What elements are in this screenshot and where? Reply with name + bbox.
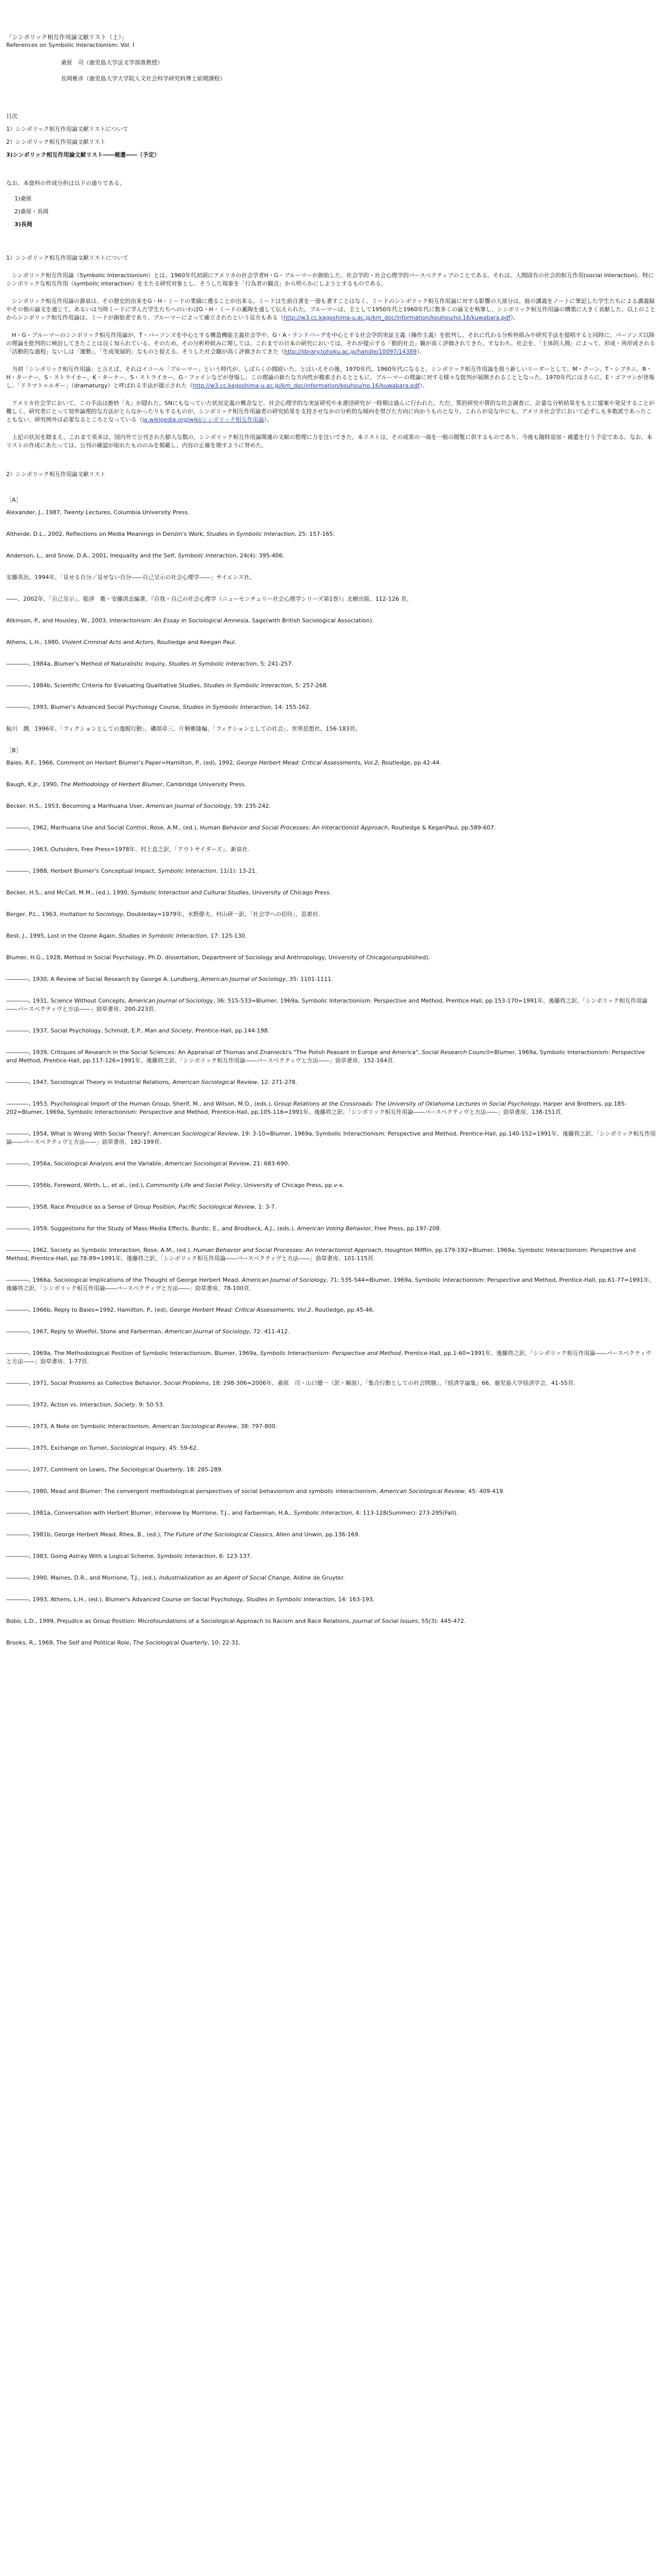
reference-text: , 19: 3-10=Blumer, 1969a, Symbolic Interactionism: Perspective and Method, Prentice-Hall, pp.140-152=1991年、後藤将之訳、「シンボリック相互作用論――パースペクティヴと方法――」勁草書房、182-199頁.: [6, 1130, 656, 1145]
reference-text: , Prentice-Hall, pp.144-198.: [192, 1027, 270, 1034]
section-1-body: [6, 272, 656, 450]
reference-entry: [6, 802, 656, 810]
paragraph-text: H・G・ブルーマーのシンボリック相互作用論が、T・パーソンズを中心とする構造機能主義社会学や、G・A・ランドバーグを中心とする社会学的実証主義（操作主義）を批判し、それに代わる分析枠組みや研究手法を提唱すると同時に、パーソンズ以降の理論を批判的に検討してきたことは良く知られている。そのため、その分析枠組みに関しては、これまでの日本の研究においては、それが提示する「動的社会」観が高く評価されてきた。すなわち、社会を、「主体的人間」によって、形成・再形成される「活動的な過程」ないしは「運動」、「生成発展的」なものと捉える。そうした社会観が高く評価されてきた（: [6, 332, 655, 355]
toc-heading: 目次: [6, 113, 18, 120]
reference-text: , Allen and Unwin, pp.136-169.: [272, 1531, 360, 1538]
paragraph-text: シンボリック相互作用論（Symbolic Interactionism）とは、1960年代初頭にアメリカの社会学者H・G・ブルーマーが創始した、社会学的・社会心理学的パースペクティブのことである。それは、人間固有の社会的相互作用(social interaction)、特にシンボリックな相互作用（symbolic interaction）を主たる研究対象とし、そうした現象を「行為者の観点」から明らかにしようとするものである。: [6, 272, 654, 287]
reference-title-italic: American Journal of Sociology: [201, 976, 286, 982]
reference-text: ――――, 1959, Suggestions for the Study of Mass-Media Effects, Burdic, E., and Brodbeck, A.J., (eds.),: [6, 1225, 297, 1232]
division-of-work-note: [6, 179, 656, 233]
reference-title-italic: Symbolic Interaction: [293, 1510, 352, 1516]
reference-entry: [6, 509, 656, 517]
reference-list: [6, 496, 656, 1647]
reference-title-italic: George Herbert Mead: Critical Assessments, Vol.2: [236, 759, 378, 766]
reference-title-italic: Human Behavior and Social Processes: An Interactionist Approach: [200, 824, 388, 831]
reference-text: Brooks, R., 1969, The Self and Political Role,: [6, 1639, 133, 1646]
reference-entry: [6, 725, 656, 733]
paragraph-link[interactable]: http://w3.cc.kagoshima-u.ac.jp/km_doc/information/kouhou/no.16/kuwabara.pdf: [192, 382, 420, 389]
reference-text: , 6: 123-137.: [215, 1553, 252, 1560]
table-of-contents: [6, 112, 656, 164]
paragraph-tail: ）。: [419, 382, 428, 389]
reference-text: , 5: 257-268.: [291, 682, 328, 689]
reference-entry: [6, 1225, 656, 1233]
reference-text: , 35: 1101-1111.: [286, 976, 333, 982]
reference-title-italic: American Journal of Sociology: [145, 803, 231, 809]
reference-title-italic: Violent Criminal Acts and Actors: [62, 639, 154, 646]
reference-title-italic: Outsiders: [50, 846, 78, 853]
reference-title-italic: Social Problems: [163, 1380, 209, 1386]
reference-text: , 14: 155-162.: [271, 704, 311, 710]
reference-text: , 4: 113-128(Summer): 273-295(Fall).: [352, 1510, 458, 1516]
reference-text: ――――, 1973, A Note on Symbolic Interactionism,: [6, 1423, 153, 1430]
reference-text: ――――, 1966a, Sociological Implications of the Thought of George Herbert Mead,: [6, 1277, 242, 1283]
reference-text: , 1: 3-7.: [254, 1204, 277, 1210]
reference-text: ――――, 1984b, Scientific Criteria for Evaluating Qualitative Studies,: [6, 682, 204, 689]
reference-entry: [6, 1574, 656, 1582]
reference-entry: [6, 1639, 656, 1647]
paragraph-link[interactable]: http://w3.cc.kagoshima-u.ac.jp/km_doc/information/kouhou/no.16/kuwabara.pdf: [283, 314, 511, 321]
reference-text: , 18: 298-306=2006年、桑原 司・山口健一（訳・解説）、「集合行動としての社会問題」、『経済学論集』66、鹿児島大学経済学会、41-55頁.: [208, 1380, 575, 1386]
reference-title-italic: Symbolic Interaction: [157, 1553, 216, 1560]
reference-text: , 71: 535-544=Blumer, 1969a, Symbolic Interactionism: Perspective and Method, Prentice-Hall, pp.61-77=1991年、後藤将之訳、「シンボリック相互作用論――パースペクティヴと方法――」勁草書房、78-100頁.: [6, 1277, 655, 1292]
reference-text: Becker, H.S., 1953, Becoming a Marihuana User,: [6, 803, 146, 809]
reference-entry: [6, 660, 656, 668]
reference-text: ――――, 1953, Psychological Import of the Human Group, Sherif, M., and Wilson, M.O., (eds.),: [6, 1100, 274, 1107]
reference-text: ――――, 1966b, Reply to Baies=1992, Hamilton, P., (ed),: [6, 1307, 170, 1313]
reference-text: , Sage(with British Sociological Association).: [248, 617, 374, 624]
reference-title-italic: Human Behavior and Social Processes: An Interactionist Approach: [193, 1247, 382, 1253]
reference-title-italic: Studies in Symbolic Interaction: [119, 933, 207, 939]
reference-entry: [6, 552, 656, 560]
reference-text: , 25: 157-165.: [294, 531, 335, 537]
reference-entry: [6, 1078, 656, 1087]
title-english: References on Symbolic Interactionism: Vol. I: [6, 42, 135, 48]
reference-text: , Aldine de Gruyter.: [290, 1574, 345, 1581]
author-2: 長岡雅彦（鹿児島大学大学院人文社会科学研究科博士前期課程）: [61, 75, 225, 82]
reference-text: , 45: 409-419.: [465, 1488, 505, 1495]
document-title: [6, 33, 656, 49]
reference-text: , Doubleday=1979年、水野節夫、村山研一訳、「社会学への招待」、思索社.: [123, 911, 320, 918]
reference-title-italic: Community Life and Social Policy: [146, 1182, 241, 1189]
reference-text: ――――, 1962, Marihuana Use and Social Control, Rose, A.M., (ed.),: [6, 824, 200, 831]
reference-text: , Routledge and Keegan Paul.: [153, 639, 237, 646]
reference-entry: [6, 910, 656, 919]
reference-entry: [6, 1306, 656, 1314]
reference-entry: [6, 1617, 656, 1625]
reference-text: Becker, H.S., and McCall, M.M., (ed.), 1990,: [6, 889, 131, 896]
reference-text: , 9: 50-53.: [135, 1401, 164, 1408]
reference-entry: [6, 682, 656, 690]
reference-text: Altheide, D.L., 2002, Reflections on Media Meanings in Denzin's Work,: [6, 531, 207, 537]
reference-entry: [6, 1100, 656, 1116]
reference-entry: [6, 638, 656, 647]
reference-entry: [6, 595, 656, 603]
reference-title-italic: Man and Society: [144, 1027, 192, 1034]
reference-entry: [6, 617, 656, 625]
reference-title-italic: American Sociological Review: [164, 1160, 250, 1167]
reference-text: ――――, 1971, Social Problems as Collective Behavior,: [6, 1380, 164, 1386]
reference-entry: [6, 1379, 656, 1387]
note-item-1: 1)桑原: [14, 195, 32, 202]
reference-text: , 12: 271-278.: [257, 1079, 297, 1086]
reference-title-italic: Society: [114, 1401, 136, 1408]
reference-text: ――――, 1981a, Conversation with Herbert Blumer, interview by Morrione, T.J., and Farberman, H.A.,: [6, 1510, 294, 1516]
reference-entry: [6, 1552, 656, 1561]
reference-text: , 38: 797-800.: [237, 1423, 277, 1430]
reference-text: ――――, 1993, Blumer's Advanced Social Psychology Course,: [6, 704, 183, 710]
reference-text: ――――, 1984a, Blumer's Method of Naturalistic Inquiry,: [6, 660, 169, 667]
reference-title-italic: Group Relations at the Crossroads: The University of Oklahoma Lectures in Social Psychology: [274, 1100, 540, 1107]
reference-entry: [6, 975, 656, 984]
reference-text: , Cambridge University Press.: [162, 781, 246, 788]
reference-entry: [6, 1027, 656, 1035]
reference-text: Baies, R.F., 1966, Comment on Herbert Blumer's Paper=Hamilton, P., (ed), 1992,: [6, 759, 237, 766]
paragraph-link[interactable]: ja.wikipedia.org/wiki/シンボリック相互作用論: [142, 416, 264, 423]
author-list: [61, 59, 656, 91]
reference-text: , Prentice-Hall, pp.1-60=1991年、後藤将之訳、「シンボリック相互作用論――パースペクティヴと方法――」勁草書房、1-77頁.: [6, 1350, 652, 1365]
section-2-heading: 2）シンボリック相互作用論文献リスト: [6, 471, 106, 478]
reference-entry: [6, 781, 656, 789]
author-1: 桑原 司（鹿児島大学法文学部准教授）: [61, 59, 163, 66]
reference-title-italic: Interactionism: An Essay in Sociological Amnesia: [109, 617, 249, 624]
reference-text: ――――, 1993, Athens, L.H., (ed.), Blumer's Advanced Course on Social Psychology,: [6, 1596, 246, 1603]
toc-item-3: 3)シンボリック相互作用論文献リスト――補遺――（予定）: [6, 151, 160, 158]
reference-title-italic: Sociological Inquiry: [110, 1445, 166, 1451]
reference-text: ――――, 1939, Critiques of Research in the Social Sciences: An Appraisal of Thomas and Znaniecki's "The Polish Peasant in Europe and America",: [6, 1049, 422, 1056]
reference-text: , 55(3): 445-472.: [418, 1618, 466, 1624]
reference-text: , Houghton Mifflin, pp.179-192=Blumer, 1969a, Symbolic Interactionism: Perspective and Method, Prentice-Hall, pp.78-89=1991年、後藤将之訳、「シンボリック相互作用論――パースペクティヴと方法――」勁草書房、101-115頁.: [6, 1247, 636, 1262]
reference-text: , Routledge, pp.45-46.: [311, 1307, 375, 1313]
reference-text: , 24(4): 395-406.: [236, 552, 285, 559]
reference-entry: [6, 703, 656, 711]
paragraph-text: 上記の状況を踏まえ、これまで英米は、国内外で公刊された膨大な数の、シンボリック相互作用論関連の文献の整理に力を注いできた。本リストは、その成果の一端を一般の閲覧に供するものであり、今後も随時追加・補遺を行う予定である。なお、本リストの作成にあたっては、公刊の確認が取れたもののみを掲載し、内容の正確を期すように努めた。: [6, 434, 653, 449]
reference-text: , Routledge, pp.42-44.: [378, 759, 441, 766]
reference-text: ――――, 1988, Herbert Blumer's Conceptual Impact,: [6, 868, 158, 874]
reference-title-italic: American Journal of Sociology: [128, 997, 213, 1004]
reference-entry: [6, 1328, 656, 1336]
reference-text: ――――, 1956b, Foreword, Wirth, L., et al., (ed.),: [6, 1182, 146, 1189]
reference-entry: [6, 1596, 656, 1604]
reference-text: , Free Press=1978年、村上直之訳、「アウトサイダーズ」、新泉社.: [77, 846, 250, 853]
section-1-paragraph: [6, 297, 656, 322]
title-japanese: 「シンボリック相互作用論文献リスト（上）」: [6, 33, 127, 41]
reference-entry: [6, 932, 656, 940]
reference-text: ――――, 1983, Going Astray With a Logical Scheme,: [6, 1553, 157, 1560]
reference-title-italic: Studies in Symbolic Interaction: [183, 704, 271, 710]
reference-title-italic: American Sociological Review: [152, 1423, 237, 1430]
reference-entry: [6, 530, 656, 538]
reference-text: Atkinson, P., and Housley, W., 2003,: [6, 617, 110, 624]
toc-item-1: 1）シンボリック相互作用論文献リストについて: [6, 126, 128, 132]
reference-title-italic: Pacific Sociological Review: [178, 1204, 255, 1210]
reference-text: ――――, 1990, Maines, D.R., and Morrione, T.J., (ed.),: [6, 1574, 159, 1581]
reference-text: 安藤英治、1994年、「見せる自分／見せない自分――自己呈示の社会心理学――」サイエンス社。: [6, 574, 255, 581]
reference-title-italic: Social Research Council: [421, 1049, 490, 1056]
reference-text: , 17: 125-130.: [207, 933, 247, 939]
reference-entry: [6, 1487, 656, 1496]
toc-item-2: 2）シンボリック相互作用論文献リスト: [6, 139, 106, 145]
reference-title-italic: Twenty Lectures: [63, 509, 110, 516]
reference-text: Baugh, K.Jr., 1990,: [6, 781, 61, 788]
reference-entry: [6, 1276, 656, 1293]
reference-entry: [6, 1181, 656, 1190]
reference-text: ――――, 1975, Exchange on Turner,: [6, 1445, 111, 1451]
section-1-paragraph: [6, 433, 656, 450]
reference-title-italic: Industrialization as an Agent of Social Change: [159, 1574, 290, 1581]
reference-text: , University of Chicago Press, pp.v-x.: [240, 1182, 344, 1189]
paragraph-text: シンボリック相互作用論の源泉は、その歴史的由来をG・H・ミードの業績に遡ることが出来る。ミードは生前自著を一冊も著すことはなく、ミードのシンボリック相互作用論に対する影響の大部分は、彼の講義をノートに筆記した学生たちによる講義録やその他の論文を通じて、あるいは当時ミードに学んだ学生たちへのいわばG・H・ミードの薫陶を通して伝えられた。ブルーマーは、主として1950年代と1960年代に数多くの論文を執筆し、シンボリック相互作用論の構築に大きく貢献した。以上のことからシンボリック相互作用論は、ミードが創始者であり、ブルーマーによって確立されたという見方もある（: [6, 298, 656, 321]
reference-text: ――――, 1969a, The Methodological Position of Symbolic Interactionism, Blumer, 1969a,: [6, 1350, 260, 1357]
reference-entry: [6, 1422, 656, 1431]
reference-title-italic: The Methodology of Herbert Blumer: [60, 781, 163, 788]
reference-text: Best, J., 1995, Lost in the Ozone Again,: [6, 933, 119, 939]
reference-title-italic: Symbolic Interaction: [177, 552, 237, 559]
reference-text: Bobo, L.D., 1999, Prejudice as Group Position: Microfoundations of a Sociological Approach to Racism and Race Relations,: [6, 1618, 353, 1624]
reference-entry: [6, 1509, 656, 1517]
section-1-paragraph: [6, 365, 656, 390]
reference-entry: [6, 1401, 656, 1409]
reference-title-italic: American Sociological Review: [172, 1079, 257, 1086]
reference-text: ――――, 1962, Society as Symbolic Interaction, Rose, A.M., (ed.),: [6, 1247, 194, 1253]
reference-title-italic: American Sociological Review: [153, 1130, 238, 1137]
paragraph-tail: ）。: [510, 314, 519, 321]
reference-text: , 36: 515-533=Blumer, 1969a, Symbolic Interactionism: Perspective and Method, Prentice-Hall, pp.153-170=1991年、後藤将之訳、「シンボリック相互作用論――パースペクティヴと方法――」勁草書房、200-223頁.: [6, 997, 648, 1012]
reference-entry: [6, 1203, 656, 1211]
reference-text: Anderson, L., and Snow, D.A., 2001, Inequality and the Self,: [6, 552, 178, 559]
reference-entry: [6, 1531, 656, 1539]
reference-text: ――――, 1956a, Sociological Analysis and the Variable,: [6, 1160, 165, 1167]
note-item-2: 2)桑原・長岡: [14, 208, 49, 215]
reference-title-italic: American Journal of Sociology: [241, 1277, 327, 1283]
paragraph-tail: ）。: [417, 348, 425, 355]
reference-title-italic: Studies in Symbolic Interaction: [246, 1596, 335, 1603]
reference-text: , 45: 59-62.: [166, 1445, 198, 1451]
reference-title-italic: Studies in Symbolic Interaction: [168, 660, 257, 667]
reference-entry: [6, 1349, 656, 1366]
section-1-paragraph: [6, 272, 656, 288]
paragraph-link[interactable]: http://library.tohoku.ac.jp/handle/10097/14389: [284, 348, 417, 355]
reference-text: ――――, 1930, A Review of Social Research by George A. Lundberg,: [6, 976, 201, 982]
reference-text: Blumer, H.G., 1928, Method in Social Psychology, Ph.D. dissertation, Department of Sociology and Anthropology, University of Chicago(unpublished).: [6, 954, 430, 961]
reference-text: , 5: 241-257.: [257, 660, 293, 667]
note-item-3: 3)長岡: [14, 221, 32, 228]
paragraph-text: 当初「シンボリック相互作用論」と言えば、それはイコール「ブルーマー」という時代が、しばらくの間続いた。とはいえその後、1970年代、1960年代になると、シンボリック相互作用論を扱う新しいリーダーとして、M・クーン、T・シブタニ、R・H・ターナー、S・ストライカー、K・ターナー、S・ストライカー、G・ファインなどが登場し、この理論の新たな方向性が模索されるとともに、ブルーマーの理論に対する様々な批判が展開されることとなった。1970年代にはさらに、E・ゴフマンが登場し、「ドラマトゥルギー」（dramaturgy）と呼ばれる手法が提示された（: [6, 366, 655, 389]
reference-text: , 72: 411-412.: [250, 1328, 290, 1335]
reference-text: , 59: 235-242.: [230, 803, 271, 809]
reference-text: , Routledge & KeganPaul, pp.589-607.: [388, 824, 496, 831]
reference-text: ――――, 1980, Mead and Blumer: The convergent methodological perspectives of social behaviorism and symbolic interactionism,: [6, 1488, 380, 1495]
section-1-paragraph: [6, 399, 656, 424]
reference-text: Alexander, J., 1987,: [6, 509, 64, 516]
reference-group-label: ［B］: [6, 747, 22, 754]
reference-title-italic: American Journal of Sociology: [164, 1328, 250, 1335]
reference-title-italic: Invitation to Sociology: [59, 911, 123, 918]
reference-text: , 14: 163-193.: [334, 1596, 375, 1603]
reference-entry: [6, 1048, 656, 1065]
reference-group-label: ［A］: [6, 497, 22, 503]
reference-entry: [6, 997, 656, 1013]
reference-text: ――、2002年、「自己呈示」、船津 衛・安藤清志編著、『自我・自己の社会心理学（ニューセンチュリー社会心理学シリーズ第1巻）』北樹出版、112-126 頁。: [6, 596, 412, 602]
reference-title-italic: Symbolic Interactionism: Perspective and Method: [260, 1350, 401, 1357]
reference-text: 鮎川 潤、1996年、「フィクションとしての逸脱行動」、磯部卓三、片桐雅隆編、「フィクションとしての社会」、世界思想社、156-183頁。: [6, 725, 361, 732]
reference-entry: [6, 889, 656, 897]
section-1-paragraph: [6, 331, 656, 356]
reference-title-italic: American Sociological Review: [379, 1488, 465, 1495]
reference-entry: [6, 1160, 656, 1168]
reference-title-italic: Studies in Symbolic Interaction: [206, 531, 295, 537]
reference-text: , 18: 285-289.: [183, 1466, 223, 1473]
reference-text: Athens, L.H., 1980,: [6, 639, 62, 646]
reference-text: ――――, 1972, Action vs. Interaction,: [6, 1401, 114, 1408]
reference-text: , Columbia University Press.: [110, 509, 190, 516]
reference-entry: [6, 954, 656, 962]
reference-entry: [6, 1246, 656, 1263]
reference-text: , University of Chicago Press.: [249, 889, 332, 896]
reference-title-italic: Symbolic Interaction: [158, 868, 217, 874]
reference-title-italic: The Sociological Quarterly: [133, 1639, 208, 1646]
reference-text: ――――, 1931, Science Without Concepts,: [6, 997, 128, 1004]
reference-text: , Harper and Brothers, pp.185-202=Blumer, 1969a, Symbolic Interactionism: Perspective and Method, Prentice-Hall, pp.105-116=1991年、後藤将之訳、「シンボリック相互作用論――パースペクティヴと方法――」勁草書房、138-151頁.: [6, 1100, 627, 1115]
reference-text: ――――, 1977, Comment on Lewis,: [6, 1466, 109, 1473]
reference-title-italic: George Herbert Mead: Critical Assessments, Vol.2: [170, 1307, 311, 1313]
reference-title-italic: American Voting Behavior: [297, 1225, 371, 1232]
reference-text: ――――, 1947, Sociological Theory in Industrial Relations,: [6, 1079, 173, 1086]
paragraph-text: アメリカ社会学において、この手法は絶妙「丸」が隠れた、SNにもなっていた状況定義の概念など、社会心理学的な実証研究や本書団研究が一時期は盛んに行われた。ただ、質的研究や質的な社会調査に、計量な分析結果をもとに提案や発見することが難しく、研究者にとって効率論理的な方法がとらなかったりもするものが、シンボリック相互作用論者の研究結果を支持させなかの分析的な傾向を帯びた方向に向かうものとなり、これらが見な中にも、アメリカ社会学において必ずしも多数派であったこともない、研究例外は必要なるところとなっている（: [6, 400, 655, 423]
reference-text: ――――, 1963,: [6, 846, 51, 853]
reference-entry: [6, 1130, 656, 1146]
reference-text: ――――, 1937, Social Psychology, Schmidt, E.P.,: [6, 1027, 145, 1034]
reference-text: ――――, 1967, Reply to Woelfel, Stone and Farberman,: [6, 1328, 165, 1335]
reference-title-italic: Studies in Symbolic Interaction: [203, 682, 292, 689]
reference-text: , 10: 22-31.: [207, 1639, 241, 1646]
reference-entry: [6, 1444, 656, 1452]
section-1-heading: 1）シンボリック相互作用論文献リストについて: [6, 255, 128, 261]
paragraph-tail: ）。: [264, 416, 273, 423]
reference-text: =Blumer, 1969a, Symbolic Interactionism: Perspective and Method, Prentice-Hall, pp.117-126=1991年、後藤将之訳、「シンボリック相互作用論――パースペクティヴと方法――」勁草書房、152-164頁.: [6, 1049, 645, 1064]
reference-title-italic: The Future of the Sociological Classics: [163, 1531, 273, 1538]
reference-text: ――――, 1958, Race Prejudice as a Sense of Group Position,: [6, 1204, 179, 1210]
reference-entry: [6, 867, 656, 875]
reference-text: ――――, 1981b, George Herbert Mead, Rhea, B., (ed.),: [6, 1531, 164, 1538]
reference-text: , Free Press, pp.197-208.: [371, 1225, 442, 1232]
note-item-list: [14, 195, 656, 233]
reference-text: , 11(1): 13-21.: [216, 868, 257, 874]
reference-text: Berger, P.L., 1963,: [6, 911, 60, 918]
reference-entry: [6, 759, 656, 767]
reference-entry: [6, 824, 656, 832]
reference-entry: [6, 573, 656, 582]
reference-text: , 21: 683-690.: [249, 1160, 290, 1167]
note-text: なお、本資料の作成分担は以下の通りである。: [6, 180, 125, 187]
reference-entry: [6, 845, 656, 854]
reference-entry: [6, 1466, 656, 1474]
reference-title-italic: Symbolic Interaction and Cultural Studies: [130, 889, 249, 896]
reference-text: ――――, 1954, What is Wrong With Social Theory?,: [6, 1130, 154, 1137]
reference-title-italic: The Sociological Quarterly: [108, 1466, 183, 1473]
reference-title-italic: Journal of Social Issues: [353, 1618, 418, 1624]
